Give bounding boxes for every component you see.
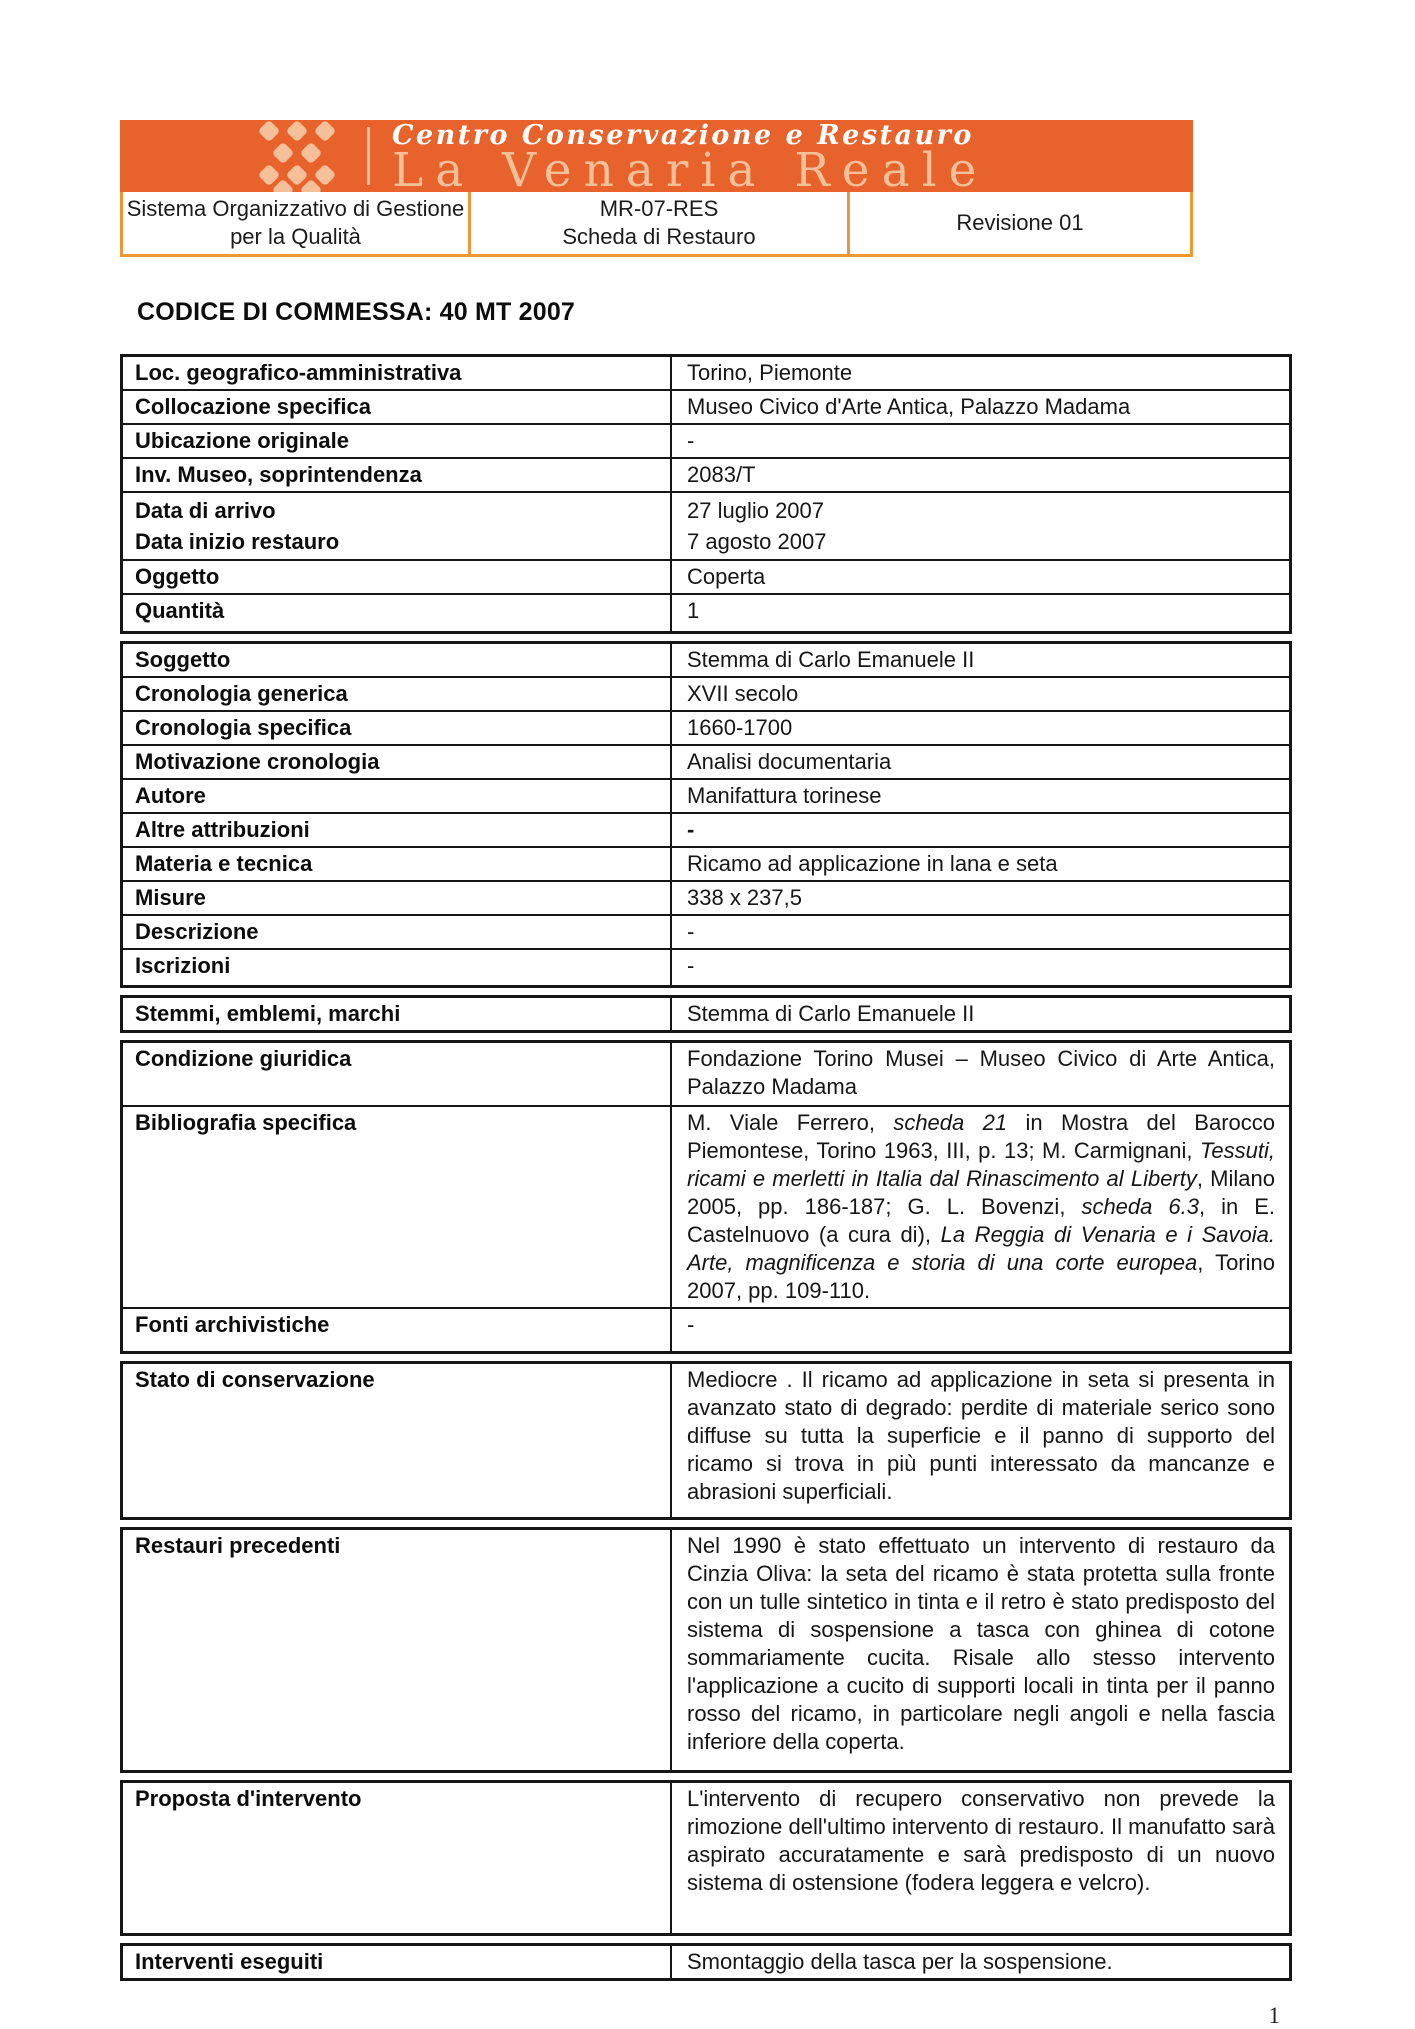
row-label: Loc. geografico-amministrativa <box>123 357 672 389</box>
value-line: 7 agosto 2007 <box>687 529 827 554</box>
table-row <box>123 778 1289 812</box>
value-segment: , Torino 2007, pp. 109-110. <box>687 1250 1275 1303</box>
revision-label: Revisione 01 <box>956 210 1084 235</box>
row-value: 1 <box>687 598 700 623</box>
table-row <box>123 357 1289 389</box>
row-label: Inv. Museo, soprintendenza <box>123 459 672 491</box>
row-label: Misure <box>123 882 672 914</box>
table-row <box>123 880 1289 914</box>
value-line: 27 luglio 2007 <box>687 498 825 523</box>
value-segment: Tessuti, ricami e merletti in Italia dal Rinascimento al Liberty <box>687 1138 1275 1191</box>
row-label: Ubicazione originale <box>123 425 672 457</box>
row-label: Stato di conservazione <box>123 1364 672 1517</box>
row-label: Iscrizioni <box>123 950 672 985</box>
restoration-table <box>120 354 1292 1981</box>
row-value: Smontaggio della tasca per la sospensione. <box>687 1949 1113 1974</box>
value-segment: scheda 6.3 <box>1081 1194 1199 1219</box>
quality-system-line2: per la Qualità <box>230 224 361 249</box>
row-label: Materia e tecnica <box>123 848 672 880</box>
value-segment: in Mostra del Barocco Piemontese, Torino 1963, III, p. 13; M. Carmignani, <box>687 1110 1275 1163</box>
table-row <box>123 676 1289 710</box>
quality-system-cell <box>123 192 471 254</box>
row-label: Interventi eseguiti <box>123 1946 672 1978</box>
row-label: Collocazione specifica <box>123 391 672 423</box>
table-row <box>123 812 1289 846</box>
table-row <box>123 1307 1289 1351</box>
table-row <box>123 559 1289 593</box>
brand-title: Centro Conservazione e Restauro <box>392 120 974 151</box>
doc-code-cell <box>471 192 850 254</box>
row-value: - <box>687 1312 695 1337</box>
table-section <box>120 1527 1292 1773</box>
table-row <box>123 914 1289 948</box>
table-row <box>123 744 1289 778</box>
row-label: Cronologia specifica <box>123 712 672 744</box>
table-section <box>120 354 1292 634</box>
row-label: Soggetto <box>123 644 672 676</box>
table-section <box>120 1040 1292 1354</box>
table-section <box>120 1943 1292 1981</box>
brand-text <box>392 121 988 192</box>
row-value: Nel 1990 è stato effettuato un intervento di restauro da Cinzia Oliva: la seta del ricamo è stata protetta sulla fronte con un tulle sintetico in tinta e il retro è stato predisposto del sistema di sospensione a tasca con ghinea di cotone sommariamente cucita. Risale allo stesso intervento l'applicazione a cucito di supporti locali in tinta per il panno rosso del ricamo, in particolare negli angoli e nella fascia inferiore della coperta. <box>687 1533 1275 1754</box>
table-row <box>123 389 1289 423</box>
table-row <box>123 423 1289 457</box>
value-segment: M. Viale Ferrero, <box>687 1110 894 1135</box>
row-value: Manifattura torinese <box>687 783 882 808</box>
diamond-pattern-logo-icon <box>255 120 341 192</box>
table-row <box>123 1364 1289 1517</box>
row-label <box>123 493 672 559</box>
row-value: XVII secolo <box>687 681 799 706</box>
row-value: - <box>687 919 695 944</box>
doc-type: Scheda di Restauro <box>562 224 756 249</box>
table-row <box>123 998 1289 1030</box>
value-segment: , Milano 2005, pp. 186-187; G. L. Bovenzi, <box>687 1166 1275 1219</box>
row-value: Analisi documentaria <box>687 749 892 774</box>
row-value: 338 x 237,5 <box>687 885 802 910</box>
banner-divider <box>367 127 370 185</box>
row-label: Quantità <box>123 595 672 631</box>
page-content <box>120 120 1292 2029</box>
row-value: Mediocre . Il ricamo ad applicazione in seta si presenta in avanzato stato di degrado: perdite di materiale serico sono diffuse su tutta la superficie e il panno di supporto del ricamo si trova in più punti interessato da mancanze e abrasioni superficiali. <box>687 1367 1275 1504</box>
revision-cell <box>850 192 1190 254</box>
table-row <box>123 644 1289 676</box>
row-value <box>672 493 1289 559</box>
row-value: Museo Civico d'Arte Antica, Palazzo Madama <box>687 394 1131 419</box>
table-section <box>120 1780 1292 1936</box>
table-section <box>120 995 1292 1033</box>
page-number: 1 <box>1268 2003 1280 2028</box>
row-label: Restauri precedenti <box>123 1530 672 1770</box>
quality-system-line1: Sistema Organizzativo di Gestione <box>126 196 465 221</box>
table-section <box>120 1361 1292 1520</box>
header-info-row <box>120 192 1193 257</box>
row-label: Oggetto <box>123 561 672 593</box>
row-value: Ricamo ad applicazione in lana e seta <box>687 851 1058 876</box>
row-value: Stemma di Carlo Emanuele II <box>687 647 975 672</box>
row-value: Stemma di Carlo Emanuele II <box>687 1001 975 1026</box>
table-row <box>123 948 1289 985</box>
brand-subtitle: La Venaria Reale <box>392 143 989 192</box>
page-title: CODICE DI COMMESSA: 40 MT 2007 <box>137 298 576 326</box>
row-label: Condizione giuridica <box>123 1043 672 1105</box>
row-label: Cronologia generica <box>123 678 672 710</box>
row-value: 1660-1700 <box>687 715 793 740</box>
table-section <box>120 641 1292 988</box>
table-row <box>123 846 1289 880</box>
table-row <box>123 1043 1289 1105</box>
row-value: Coperta <box>687 564 766 589</box>
table-row <box>123 457 1289 491</box>
doc-code: MR-07-RES <box>599 196 719 221</box>
table-row <box>123 710 1289 744</box>
brand-banner <box>120 120 1193 192</box>
table-row <box>123 1783 1289 1933</box>
table-row <box>123 1946 1289 1978</box>
row-label: Stemmi, emblemi, marchi <box>123 998 672 1030</box>
table-row <box>123 491 1289 559</box>
row-label: Descrizione <box>123 916 672 948</box>
table-row <box>123 1105 1289 1307</box>
row-value <box>672 1107 1289 1307</box>
row-label: Altre attribuzioni <box>123 814 672 846</box>
label-line: Data di arrivo <box>135 498 276 523</box>
row-label: Motivazione cronologia <box>123 746 672 778</box>
row-value: - <box>687 953 695 978</box>
row-value: Torino, Piemonte <box>687 360 853 385</box>
value-segment: La Reggia di Venaria e i Savoia. Arte, magnificenza e storia di una corte europea <box>687 1222 1276 1275</box>
label-line: Data inizio restauro <box>135 529 340 554</box>
row-label: Fonti archivistiche <box>123 1309 672 1351</box>
table-row <box>123 1530 1289 1770</box>
row-label: Autore <box>123 780 672 812</box>
document-header <box>120 120 1193 257</box>
row-value: - <box>687 817 695 842</box>
row-value: Fondazione Torino Musei – Museo Civico di Arte Antica, Palazzo Madama <box>687 1046 1275 1099</box>
row-label: Bibliografia specifica <box>123 1107 672 1307</box>
row-value: - <box>687 428 695 453</box>
value-segment: , in E. Castelnuovo (a cura di), <box>687 1194 1275 1247</box>
table-row <box>123 593 1289 631</box>
value-segment: scheda 21 <box>893 1110 1008 1135</box>
row-value: 2083/T <box>687 462 756 487</box>
row-value: L'intervento di recupero conservativo non prevede la rimozione dell'ultimo intervento di restauro. Il manufatto sarà aspirato accuratamente e sarà predisposto di un nuovo sistema di ostensione (fodera leggera e velcro). <box>687 1786 1275 1895</box>
row-label: Proposta d'intervento <box>123 1783 672 1933</box>
